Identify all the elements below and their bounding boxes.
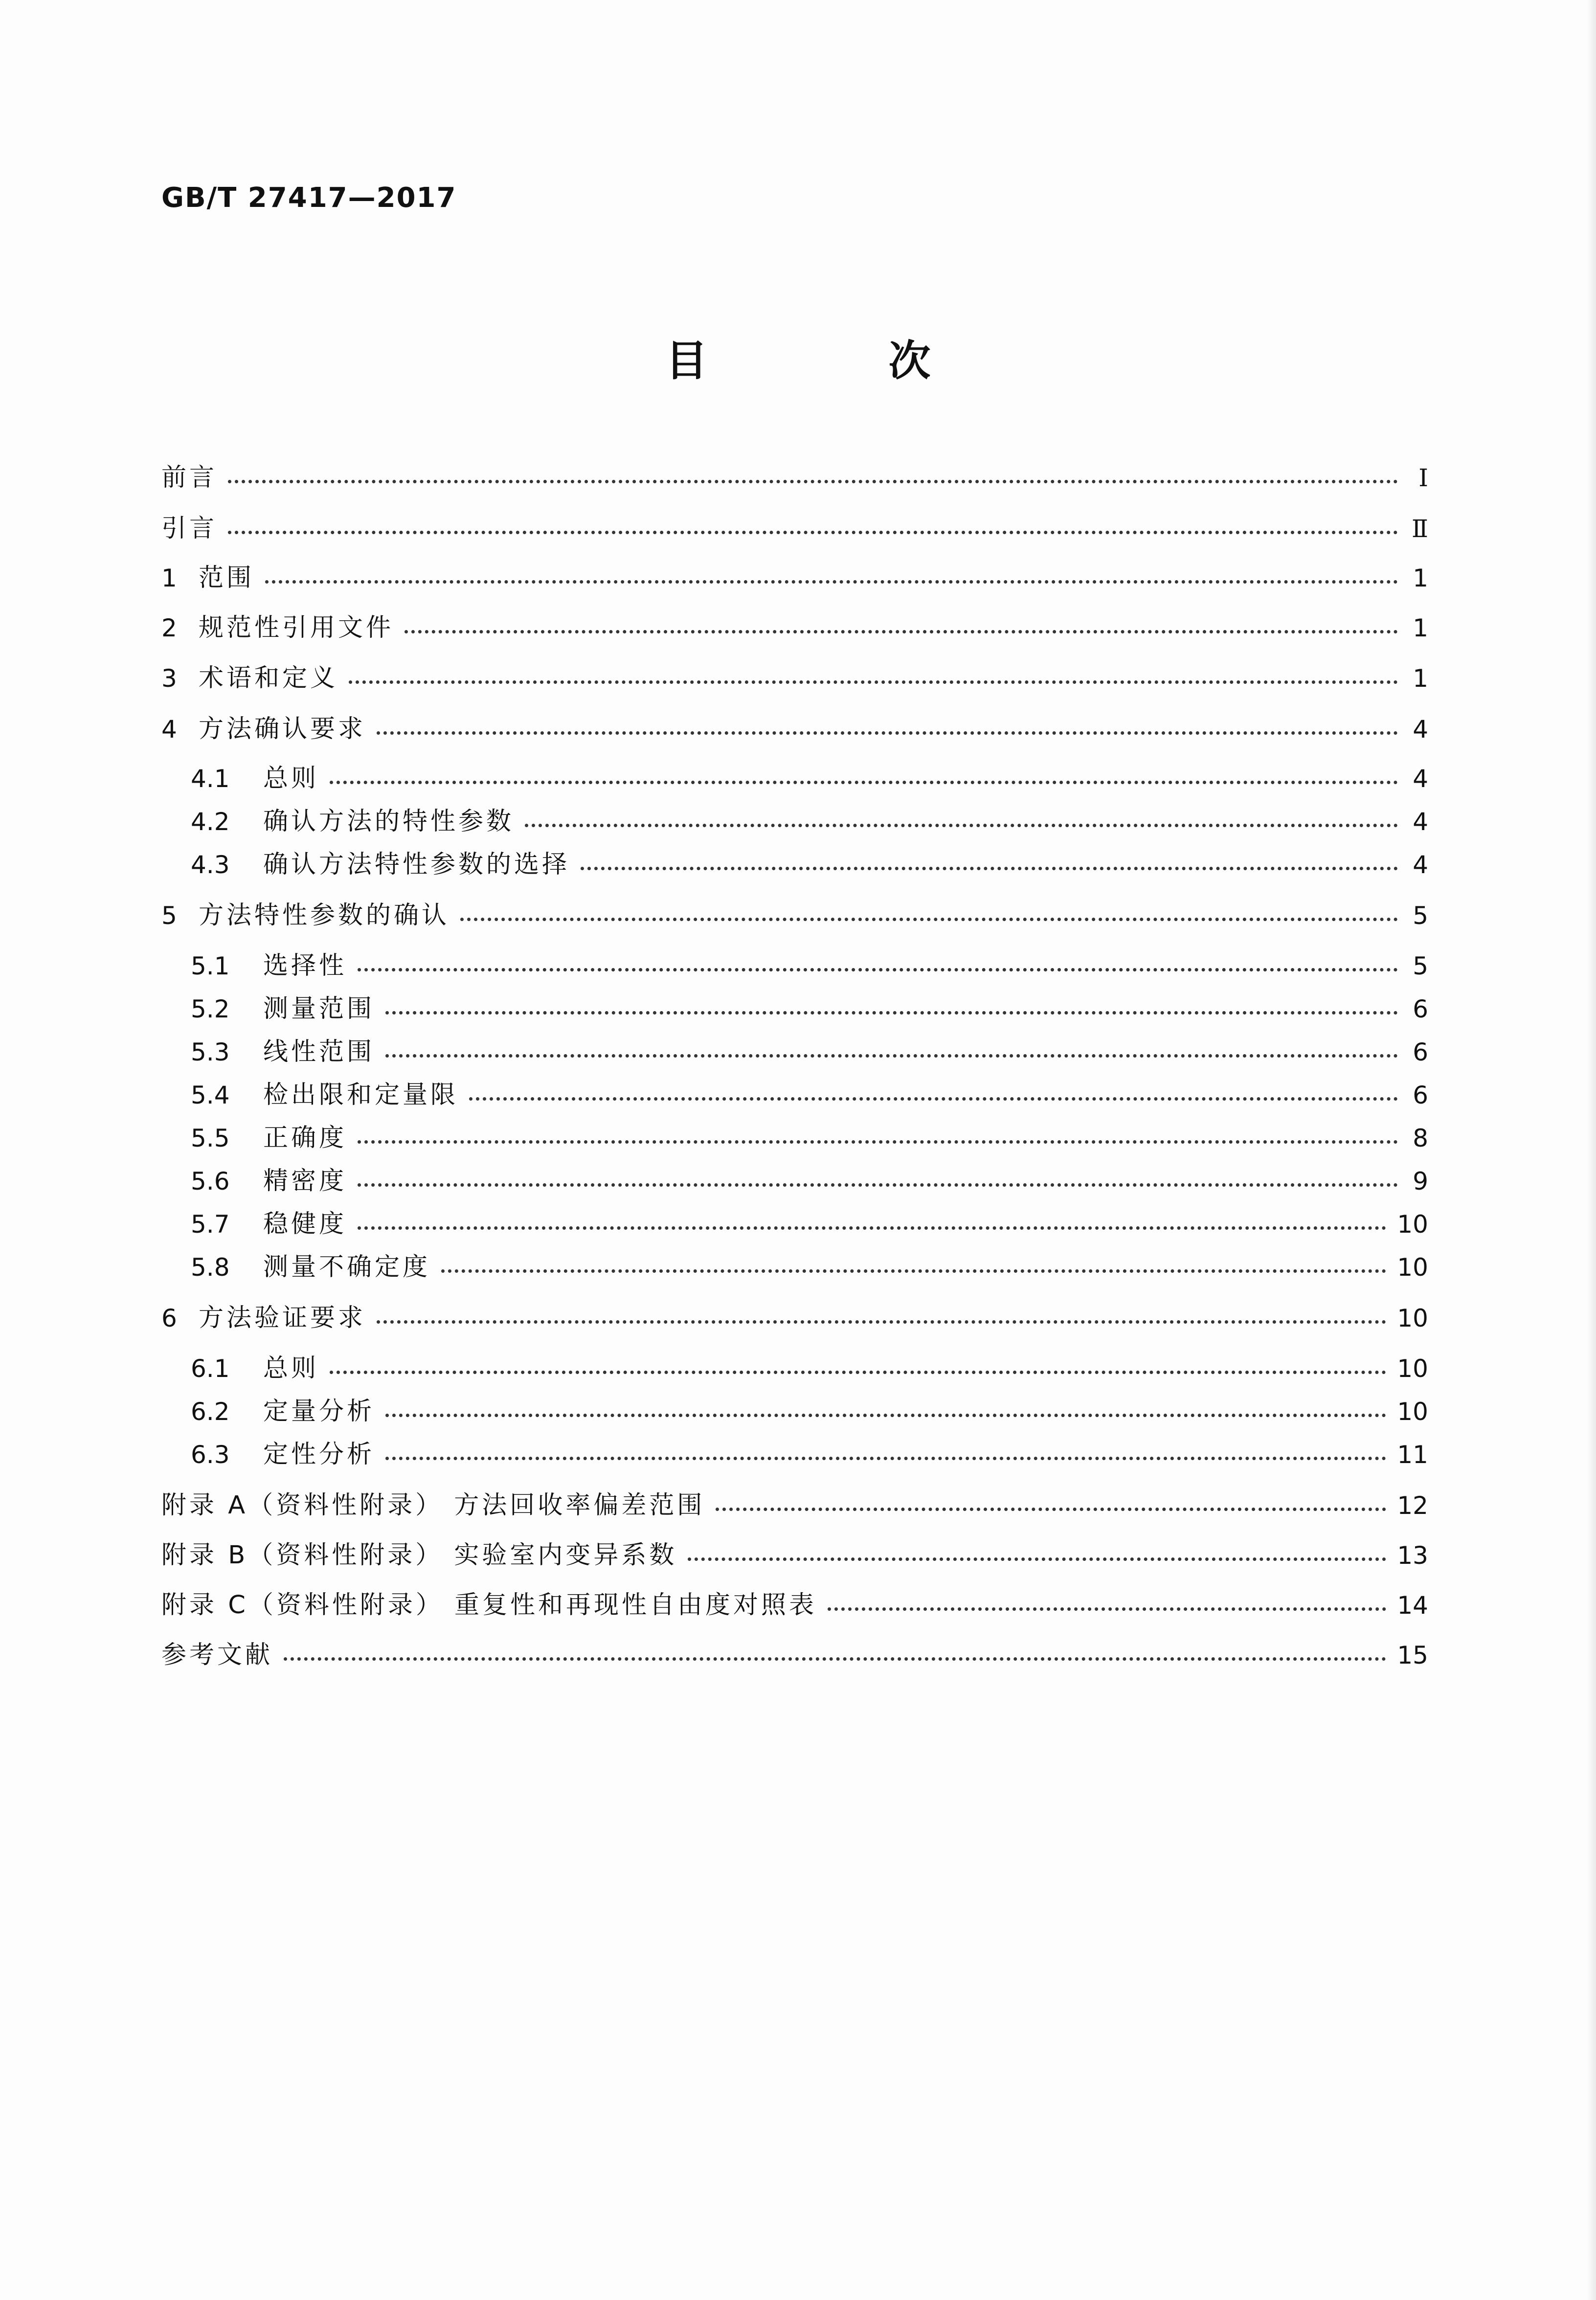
toc-entry-label: 总则 <box>263 1354 319 1383</box>
toc-entry-page-number: 12 <box>1397 1491 1428 1520</box>
toc-entry[interactable] <box>161 759 1428 798</box>
dot-leader <box>377 731 1398 735</box>
toc-entry-label: 测量范围 <box>263 994 375 1023</box>
dot-leader <box>469 1097 1398 1101</box>
toc-entry-number: 4 <box>161 715 177 744</box>
toc-entry-number: 6.1 <box>191 1354 230 1383</box>
toc-entry-number: 5.2 <box>191 995 230 1023</box>
toc-entry-number: 1 <box>161 564 177 592</box>
toc-entry-label: 方法确认要求 <box>199 715 366 744</box>
toc-entry-number: 4.3 <box>191 851 230 879</box>
toc-entry[interactable] <box>161 990 1428 1029</box>
toc-entry-label: 确认方法特性参数的选择 <box>263 850 570 879</box>
toc-entry-page-number: 6 <box>1413 1038 1428 1066</box>
toc-entry[interactable] <box>161 896 1428 935</box>
toc-entry-label: 规范性引用文件 <box>199 613 394 642</box>
dot-leader <box>716 1508 1386 1511</box>
toc-entry[interactable] <box>161 710 1428 749</box>
toc-entry-label: 精密度 <box>263 1167 347 1195</box>
toc-entry-page-number: 1 <box>1413 664 1428 693</box>
dot-leader <box>377 1320 1386 1324</box>
toc-entry[interactable] <box>161 609 1428 648</box>
toc-entry[interactable] <box>161 1392 1428 1431</box>
toc-entry-page-number: 14 <box>1397 1591 1428 1620</box>
toc-entry-number: 6 <box>161 1304 177 1332</box>
toc-entry-page-number: 10 <box>1397 1253 1428 1282</box>
dot-leader <box>385 1414 1386 1417</box>
dot-leader <box>385 1054 1398 1058</box>
dot-leader <box>441 1269 1386 1273</box>
toc-entry[interactable] <box>161 1586 1428 1625</box>
toc-entry-page-number: 11 <box>1397 1441 1428 1469</box>
toc-entry-label: 附录 B（资料性附录） 实验室内变异系数 <box>161 1541 677 1570</box>
dot-leader <box>284 1657 1386 1661</box>
toc-entry[interactable] <box>161 659 1428 698</box>
toc-entry[interactable] <box>161 1162 1428 1201</box>
dot-leader <box>358 1226 1386 1230</box>
toc-entry-number: 3 <box>161 664 177 693</box>
toc-entry-number: 6.2 <box>191 1398 230 1426</box>
toc-entry-page-number: 10 <box>1397 1304 1428 1332</box>
toc-entry-label: 定性分析 <box>263 1440 375 1469</box>
dot-leader <box>358 968 1398 971</box>
toc-entry-number: 4.1 <box>191 765 230 793</box>
toc-entry-number: 5.8 <box>191 1253 230 1282</box>
toc-entry-number: 5.5 <box>191 1124 230 1152</box>
toc-entry-page-number: 15 <box>1397 1641 1428 1669</box>
toc-entry-page-number: 10 <box>1397 1210 1428 1239</box>
dot-leader <box>688 1557 1386 1561</box>
toc-entry[interactable] <box>161 1076 1428 1115</box>
toc-entry-label: 选择性 <box>263 951 347 980</box>
toc-entry-label: 参考文献 <box>161 1641 273 1669</box>
document-code: GB/T 27417—2017 <box>161 182 457 214</box>
toc-entry[interactable] <box>161 458 1428 497</box>
toc-entry-number: 5.4 <box>191 1081 230 1109</box>
toc-entry-number: 4.2 <box>191 808 230 836</box>
dot-leader <box>265 580 1398 584</box>
toc-entry[interactable] <box>161 1349 1428 1388</box>
toc-entry-label: 正确度 <box>263 1124 347 1152</box>
toc-entry-page-number: 1 <box>1413 564 1428 592</box>
dot-leader <box>405 630 1398 633</box>
toc-title: 目 次 <box>665 337 1014 385</box>
toc-entry-label: 术语和定义 <box>199 664 338 693</box>
toc-entry-page-number: Ⅱ <box>1412 515 1428 543</box>
dot-leader <box>525 824 1398 827</box>
dot-leader <box>460 918 1398 921</box>
toc-entry-label: 前言 <box>161 463 218 492</box>
toc-entry-number: 5.3 <box>191 1038 230 1066</box>
toc-entry[interactable] <box>161 1299 1428 1338</box>
toc-entry-page-number: 5 <box>1413 902 1428 930</box>
toc-entry-page-number: 10 <box>1397 1354 1428 1383</box>
dot-leader <box>228 531 1398 534</box>
dot-leader <box>330 1371 1386 1374</box>
toc-entry-page-number: 5 <box>1413 952 1428 980</box>
toc-entry-label: 范围 <box>199 564 255 592</box>
toc-entry-page-number: Ⅰ <box>1418 464 1428 492</box>
toc-entry-label: 附录 A（资料性附录） 方法回收率偏差范围 <box>161 1491 705 1520</box>
dot-leader <box>349 680 1398 684</box>
toc-entry[interactable] <box>161 1033 1428 1072</box>
toc-entry-page-number: 10 <box>1397 1398 1428 1426</box>
dot-leader <box>358 1140 1398 1144</box>
toc-entry-page-number: 6 <box>1413 1081 1428 1109</box>
toc-entry[interactable] <box>161 1119 1428 1158</box>
dot-leader <box>358 1183 1398 1187</box>
toc-entry-page-number: 1 <box>1413 614 1428 642</box>
toc-entry-page-number: 4 <box>1413 715 1428 744</box>
toc-entry-label: 确认方法的特性参数 <box>263 807 515 836</box>
toc-entry[interactable] <box>161 1248 1428 1287</box>
toc-entry[interactable] <box>161 509 1428 548</box>
toc-entry-page-number: 4 <box>1413 765 1428 793</box>
dot-leader <box>385 1457 1386 1460</box>
toc-entry[interactable] <box>161 1205 1428 1244</box>
toc-entry-number: 5.6 <box>191 1167 230 1195</box>
toc-entry-page-number: 6 <box>1413 995 1428 1023</box>
toc-entry-label: 检出限和定量限 <box>263 1081 459 1109</box>
toc-entry[interactable] <box>161 802 1428 841</box>
toc-entry-page-number: 9 <box>1413 1167 1428 1195</box>
toc-entry[interactable] <box>161 845 1428 884</box>
toc-entry-label: 方法验证要求 <box>199 1304 366 1332</box>
toc-entry-number: 5.7 <box>191 1210 230 1239</box>
toc-entry[interactable] <box>161 559 1428 598</box>
dot-leader <box>385 1011 1398 1015</box>
toc-entry-number: 5 <box>161 902 177 930</box>
toc-entry-page-number: 13 <box>1397 1541 1428 1570</box>
toc-entry-label: 线性范围 <box>263 1037 375 1066</box>
table-of-contents <box>161 0 1428 2300</box>
toc-entry-label: 测量不确定度 <box>263 1253 431 1282</box>
toc-entry-label: 附录 C（资料性附录） 重复性和再现性自由度对照表 <box>161 1591 817 1620</box>
dot-leader <box>330 781 1398 784</box>
toc-entry-number: 2 <box>161 614 177 642</box>
toc-entry[interactable] <box>161 1486 1428 1525</box>
toc-entry[interactable] <box>161 947 1428 986</box>
toc-entry[interactable] <box>161 1636 1428 1675</box>
toc-entry-label: 总则 <box>263 764 319 793</box>
toc-entry-page-number: 8 <box>1413 1124 1428 1152</box>
toc-entry-label: 引言 <box>161 514 218 543</box>
dot-leader <box>828 1607 1386 1611</box>
toc-entry-label: 方法特性参数的确认 <box>199 901 450 930</box>
toc-entry-number: 5.1 <box>191 952 230 980</box>
toc-entry[interactable] <box>161 1435 1428 1474</box>
toc-entry-label: 定量分析 <box>263 1397 375 1426</box>
toc-entry-page-number: 4 <box>1413 808 1428 836</box>
toc-entry[interactable] <box>161 1536 1428 1575</box>
toc-entry-label: 稳健度 <box>263 1210 347 1239</box>
dot-leader <box>581 867 1398 870</box>
dot-leader <box>228 480 1398 483</box>
toc-entry-page-number: 4 <box>1413 851 1428 879</box>
toc-entry-number: 6.3 <box>191 1441 230 1469</box>
